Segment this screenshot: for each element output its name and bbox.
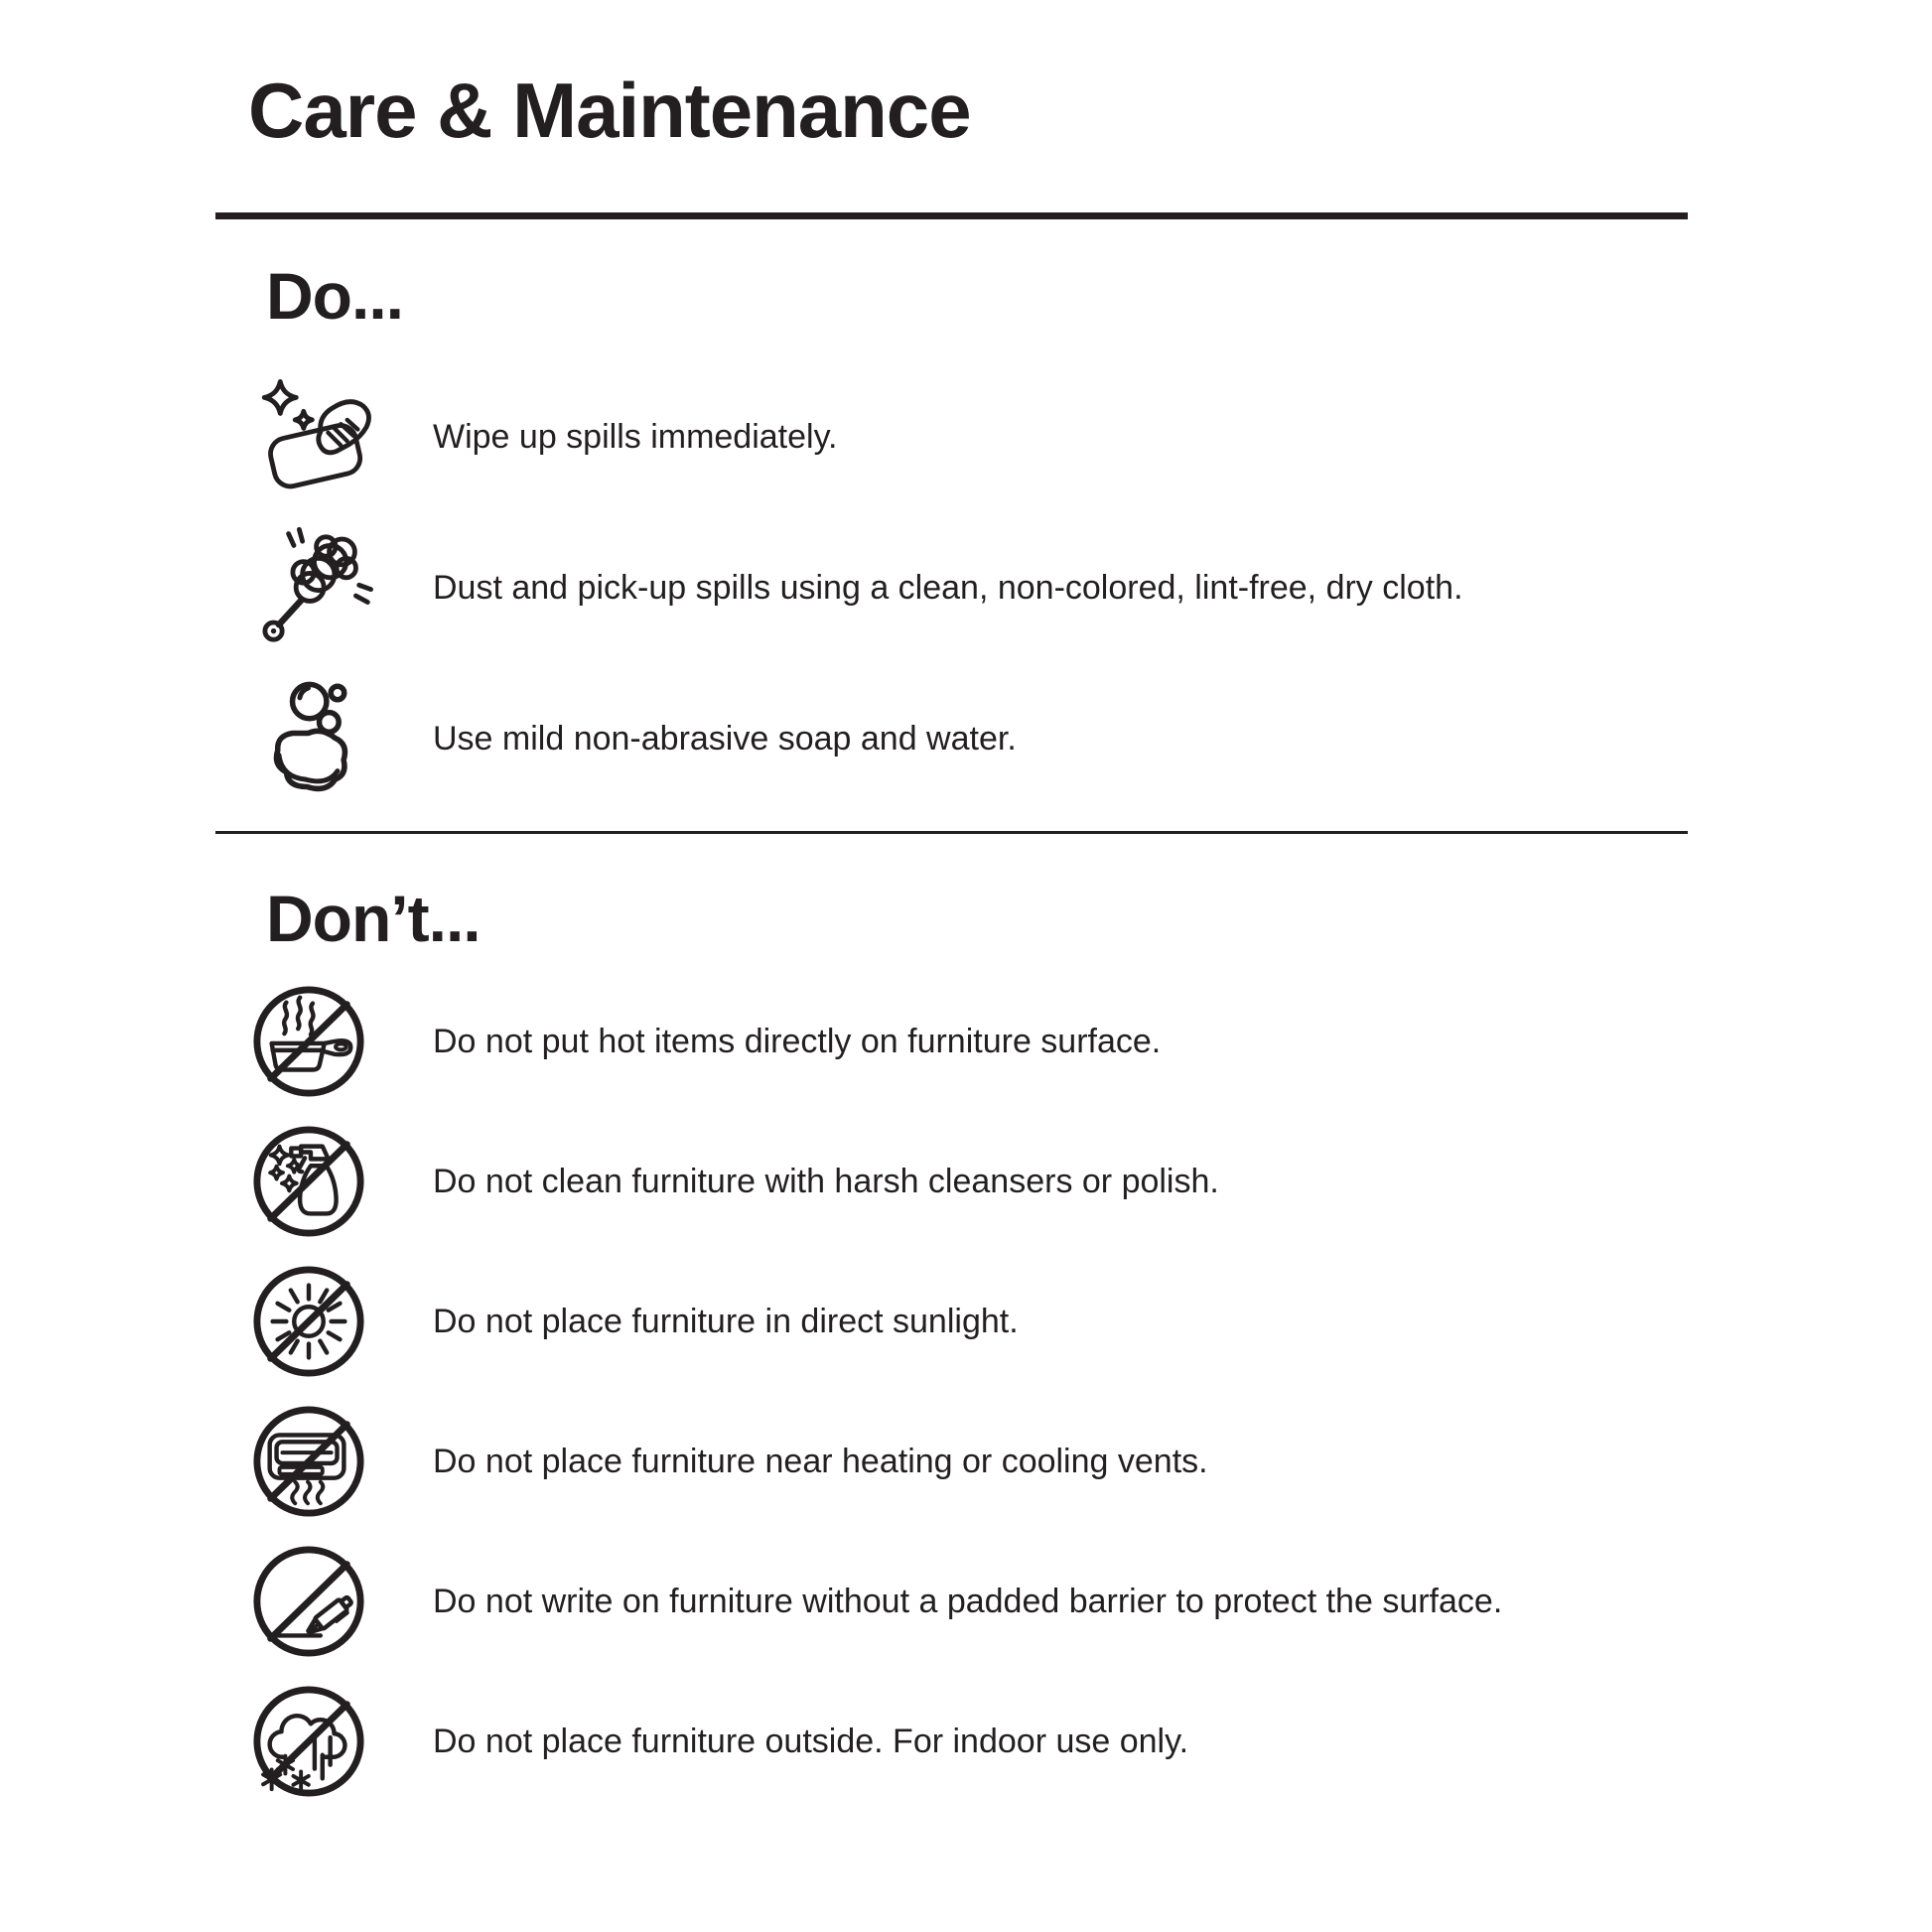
no-writing-icon — [250, 1543, 367, 1660]
do-item-text: Wipe up spills immediately. — [433, 417, 838, 456]
dont-item-text: Do not clean furniture with harsh cleansers or polish. — [433, 1162, 1219, 1200]
list-item — [0, 525, 1932, 650]
list-item — [0, 1543, 1932, 1660]
list-item — [0, 1683, 1932, 1800]
dont-item-text: Do not put hot items directly on furniture surface. — [433, 1022, 1162, 1060]
no-heating-cooling-vents-icon — [250, 1403, 367, 1520]
dont-item-text: Do not write on furniture without a padded barrier to protect the surface. — [433, 1582, 1503, 1620]
do-rows — [0, 374, 1932, 801]
do-item-text: Dust and pick-up spills using a clean, non-colored, lint-free, dry cloth. — [433, 568, 1463, 607]
do-heading: Do... — [266, 259, 403, 333]
dont-item-text: Do not place furniture near heating or cooling vents. — [433, 1442, 1208, 1480]
wipe-spills-icon — [246, 376, 397, 497]
page-title: Care & Maintenance — [248, 67, 971, 154]
section-divider — [215, 831, 1688, 834]
list-item — [0, 983, 1932, 1100]
soap-sponge-icon — [246, 677, 397, 800]
dont-section — [0, 882, 1932, 1800]
title-divider — [215, 212, 1688, 219]
no-direct-sunlight-icon — [250, 1263, 367, 1380]
do-section — [0, 259, 1932, 801]
list-item — [0, 1123, 1932, 1240]
list-item — [0, 1263, 1932, 1380]
dont-item-text: Do not place furniture in direct sunlight. — [433, 1302, 1019, 1340]
dont-item-text: Do not place furniture outside. For indoor use only. — [433, 1722, 1189, 1760]
list-item — [0, 676, 1932, 801]
do-item-text: Use mild non-abrasive soap and water. — [433, 719, 1017, 758]
dont-rows — [0, 983, 1932, 1800]
list-item — [0, 1403, 1932, 1520]
duster-icon — [246, 525, 397, 650]
no-harsh-cleansers-icon — [250, 1123, 367, 1240]
list-item — [0, 374, 1932, 499]
no-outdoor-use-icon — [250, 1683, 367, 1800]
no-hot-items-icon — [250, 983, 367, 1100]
dont-heading: Don’t... — [266, 882, 481, 955]
